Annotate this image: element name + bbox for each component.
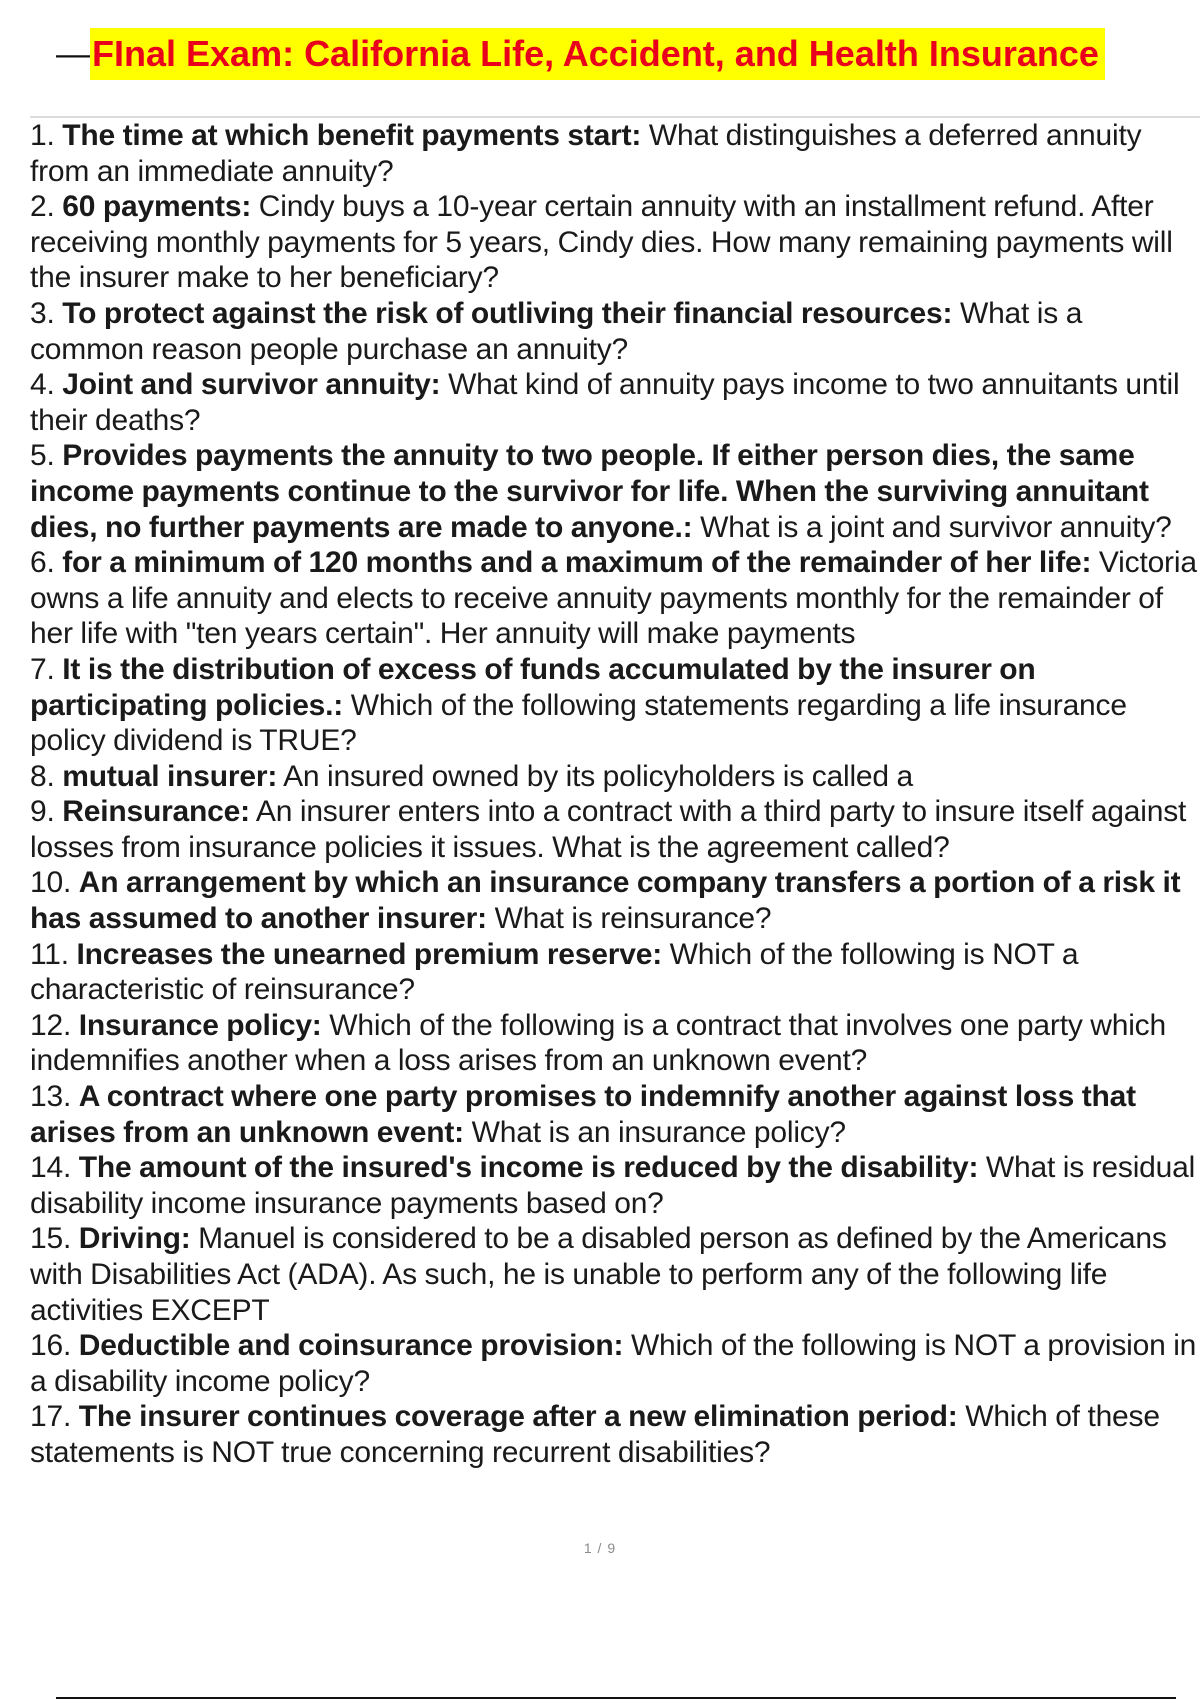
qa-item xyxy=(30,1079,1200,1150)
qa-number: 16. xyxy=(30,1329,72,1363)
qa-question: What is residual disability income insurance payments based on? xyxy=(30,1151,1196,1220)
qa-item xyxy=(30,296,1200,367)
qa-number: 17. xyxy=(30,1400,72,1434)
bottom-rule xyxy=(56,1697,1176,1699)
qa-number: 7. xyxy=(30,652,55,686)
qa-answer: An arrangement by which an insurance company transfers a portion of a risk it has assumed to another insurer: xyxy=(30,866,1181,936)
qa-item xyxy=(30,865,1200,936)
qa-number: 5. xyxy=(30,439,55,473)
qa-item xyxy=(30,1221,1200,1328)
qa-answer: Insurance policy: xyxy=(78,1008,322,1042)
qa-answer: To protect against the risk of outliving their financial resources: xyxy=(62,296,953,330)
qa-number: 3. xyxy=(30,296,55,330)
qa-question: What is a joint and survivor annuity? xyxy=(700,510,1172,544)
title-dash: — xyxy=(56,35,90,73)
qa-item xyxy=(30,118,1200,189)
qa-number: 13. xyxy=(30,1080,72,1114)
qa-answer: The time at which benefit payments start: xyxy=(62,119,642,152)
qa-answer: Deductible and coinsurance provision: xyxy=(78,1329,624,1363)
qa-item xyxy=(30,189,1200,296)
qa-answer: mutual insurer: xyxy=(62,759,278,793)
qa-number: 14. xyxy=(30,1151,72,1185)
document-title xyxy=(56,28,1105,80)
qa-answer: Driving: xyxy=(78,1222,191,1256)
qa-item xyxy=(30,545,1200,652)
question-answer-list xyxy=(30,118,1200,1471)
qa-item xyxy=(30,1399,1200,1470)
qa-question: Which of the following is a contract that involves one party which indemnifies another when a loss arises from an unknown event? xyxy=(30,1008,1166,1078)
qa-answer: It is the distribution of excess of funds accumulated by the insurer on participating policies.: xyxy=(30,652,1036,722)
qa-question: What is a common reason people purchase an annuity? xyxy=(30,296,1083,366)
qa-number: 6. xyxy=(30,546,55,580)
qa-number: 15. xyxy=(30,1222,72,1256)
qa-answer: Joint and survivor annuity: xyxy=(62,368,441,402)
qa-question: Which of the following statements regarding a life insurance policy dividend is TRUE? xyxy=(30,688,1127,758)
qa-question: Manuel is considered to be a disabled person as defined by the Americans with Disabilities Act (ADA). As such, he is unable to perform any of the following life activities EXCEPT xyxy=(30,1222,1167,1327)
qa-question: Which of the following is NOT a characteristic of reinsurance? xyxy=(30,937,1079,1007)
qa-number: 1. xyxy=(30,119,55,152)
qa-answer: for a minimum of 120 months and a maximum of the remainder of her life: xyxy=(62,546,1092,580)
qa-question: Which of the following is NOT a provision in a disability income policy? xyxy=(30,1329,1197,1398)
qa-number: 12. xyxy=(30,1008,72,1042)
qa-number: 4. xyxy=(30,368,55,402)
qa-item xyxy=(30,937,1200,1008)
page-number: 1 / 9 xyxy=(583,1540,617,1556)
qa-question: Cindy buys a 10-year certain annuity with an installment refund. After receiving monthly payments for 5 years, Cindy dies. How many remaining payments will the insurer make to her beneficiary? xyxy=(30,190,1173,295)
qa-question: What is an insurance policy? xyxy=(471,1115,846,1149)
qa-number: 10. xyxy=(30,866,72,900)
qa-question: Which of these statements is NOT true concerning recurrent disabilities? xyxy=(30,1400,1160,1469)
qa-item xyxy=(30,794,1200,865)
qa-item xyxy=(30,367,1200,438)
qa-item xyxy=(30,759,1200,795)
qa-item xyxy=(30,1328,1200,1399)
qa-answer: The amount of the insured's income is reduced by the disability: xyxy=(78,1151,979,1185)
qa-number: 8. xyxy=(30,759,55,793)
qa-answer: Reinsurance: xyxy=(62,795,250,829)
title-highlighted-text: FInal Exam: California Life, Accident, and Health Insurance xyxy=(90,28,1105,80)
qa-question: An insurer enters into a contract with a third party to insure itself against losses from insurance policies it issues. What is the agreement called? xyxy=(30,795,1187,864)
qa-number: 11. xyxy=(30,937,69,971)
qa-number: 2. xyxy=(30,190,55,224)
qa-number: 9. xyxy=(30,795,55,829)
qa-question: Victoria owns a life annuity and elects to receive annuity payments monthly for the remainder of her life with "ten years certain". Her annuity will make payments xyxy=(30,546,1197,651)
qa-item xyxy=(30,652,1200,759)
qa-answer: The insurer continues coverage after a new elimination period: xyxy=(78,1400,958,1434)
qa-question: What kind of annuity pays income to two annuitants until their deaths? xyxy=(30,368,1180,437)
qa-answer: Increases the unearned premium reserve: xyxy=(76,937,662,971)
qa-question: What distinguishes a deferred annuity from an immediate annuity? xyxy=(30,119,1142,188)
qa-answer: 60 payments: xyxy=(62,190,252,224)
qa-answer: Provides payments the annuity to two people. If either person dies, the same income payments continue to the survivor for life. When the surviving annuitant dies, no further payments are made to anyone.: xyxy=(30,439,1149,544)
qa-item xyxy=(30,1008,1200,1079)
qa-item xyxy=(30,1150,1200,1221)
qa-answer: A contract where one party promises to indemnify another against loss that arises from an unknown event: xyxy=(30,1080,1136,1149)
qa-question: What is reinsurance? xyxy=(494,902,772,936)
qa-question: An insured owned by its policyholders is called a xyxy=(283,759,914,793)
qa-item xyxy=(30,438,1200,545)
